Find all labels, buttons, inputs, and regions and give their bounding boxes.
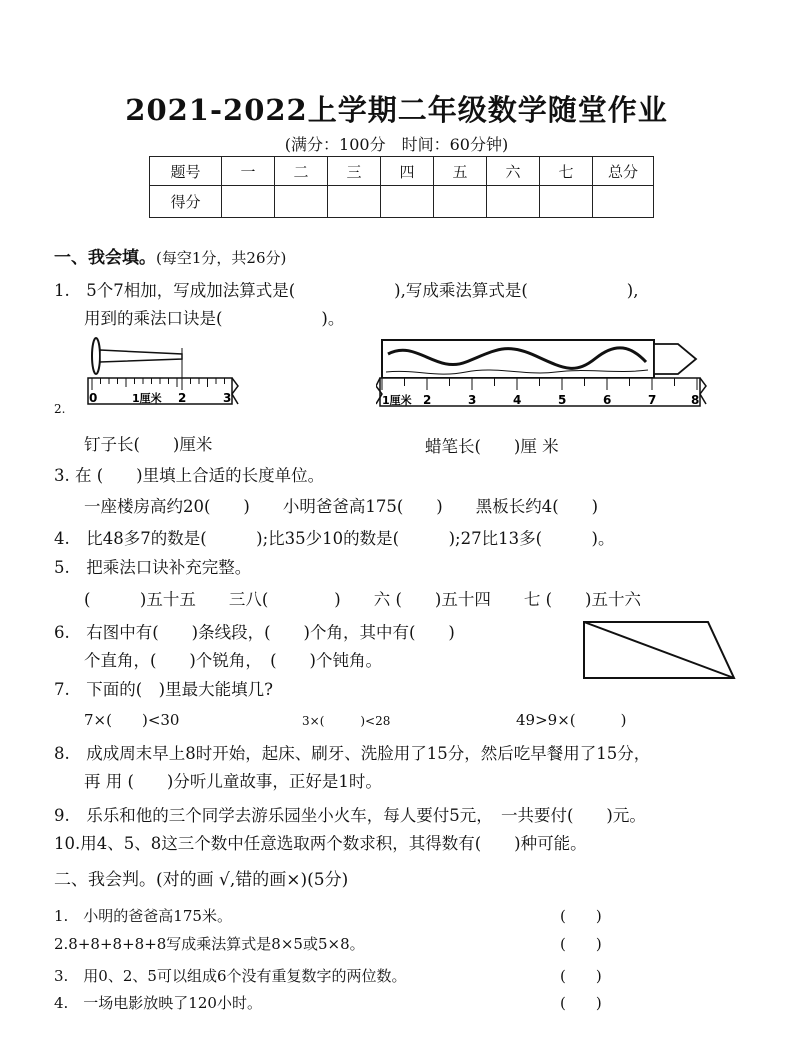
q2-nail-caption: 钉子长( )厘米 [84,435,213,454]
judge-item: 1. 小明的爸爸高175米。 [54,907,232,925]
score-cell[interactable] [487,186,540,218]
crayon-ruler-figure [376,334,716,414]
score-header-cell: 总分 [593,157,654,186]
judge-item: 4. 一场电影放映了120小时。 [54,994,262,1012]
score-cell[interactable] [381,186,434,218]
q2-crayon-caption: 蜡笔长( )厘 米 [425,437,559,456]
ruler1-label: 3 [223,391,232,405]
score-cell[interactable] [275,186,328,218]
ruler1-label: 1厘米 [132,392,162,405]
ruler2-label: 6 [603,393,612,407]
judge-blank[interactable]: ( ) [560,935,602,953]
section1-header [54,243,286,268]
score-header-cell: 七 [540,157,593,186]
q7-text: 7. 下面的( )里最大能填几? [54,680,273,699]
judge-blank[interactable]: ( ) [560,967,602,985]
ruler2-label: 4 [513,393,522,407]
page-subtitle: (满分：100分 时间：60分钟) [284,135,509,154]
section1-note: (每空1分，共26分) [156,249,287,267]
q5-items: ( )五十五 三八( ) 六 ( )五十四 七 ( )五十六 [84,590,641,609]
q6-line2: 个直角，( )个锐角， ( )个钝角。 [84,651,382,670]
ruler2-label: 5 [558,393,567,407]
q8-line1: 8. 成成周末早上8时开始，起床、刷牙、洗脸用了15分，然后吃早餐用了15分， [54,744,651,763]
ruler1-label: 2 [178,391,187,405]
ruler-2 [376,378,706,407]
section1-heading: 一、我会填。 [54,248,156,268]
score-cell[interactable] [540,186,593,218]
score-row-label: 得分 [150,186,222,218]
score-table [149,156,654,218]
q3-text: 3. 在 ( )里填上合适的长度单位。 [54,466,325,485]
q5-text: 5. 把乘法口诀补充完整。 [54,558,252,577]
ruler2-label: 7 [648,393,657,407]
q3-items: 一座楼房高约20( ) 小明爸爸高175( ) 黑板长约4( ) [84,497,599,516]
score-header-cell: 二 [275,157,328,186]
ruler2-label: 3 [468,393,477,407]
q1-line1: 1. 5个7相加，写成加法算式是( ),写成乘法算式是( ), [54,281,639,300]
ruler2-label: 2 [423,393,432,407]
section2-heading: 二、我会判。(对的画 √,错的画×)(5分) [54,870,349,890]
trapezoid-figure [580,618,740,682]
score-header-cell: 五 [434,157,487,186]
q7-item-b: 3×( )<28 [302,714,391,728]
score-header-cell: 三 [328,157,381,186]
crayon-icon [382,340,696,378]
q7-item-c: 49>9×( ) [516,711,627,729]
score-header-cell: 四 [381,157,434,186]
nail-icon [92,338,182,380]
judge-item: 2.8+8+8+8+8写成乘法算式是8×5或5×8。 [54,935,365,953]
judge-blank[interactable]: ( ) [560,994,602,1012]
nail-ruler-figure [84,334,244,414]
q6-line1: 6. 右图中有( )条线段，( )个角，其中有( ) [54,623,455,642]
page-title: 2021-2022上学期二年级数学随堂作业 [125,93,668,127]
ruler1-label: 0 [89,391,98,405]
ruler2-label: 1厘米 [382,394,412,407]
score-header-cell: 题号 [150,157,222,186]
judge-item: 3. 用0、2、5可以组成6个没有重复数字的两位数。 [54,967,407,985]
q4-text: 4. 比48多7的数是( );比35少10的数是( );27比13多( )。 [54,529,615,548]
score-cell[interactable] [593,186,654,218]
q10-text: 10.用4、5、8这三个数中任意选取两个数求积，其得数有( )种可能。 [54,834,587,853]
q7-item-a: 7×( )<30 [84,711,180,729]
q2-number: 2. [54,402,66,416]
score-cell[interactable] [434,186,487,218]
q1-line2: 用到的乘法口诀是( )。 [84,309,345,328]
ruler2-label: 8 [691,393,700,407]
score-cell[interactable] [328,186,381,218]
score-header-cell: 一 [222,157,275,186]
q9-text: 9. 乐乐和他的三个同学去游乐园坐小火车，每人要付5元， 一共要付( )元。 [54,806,646,825]
q8-line2: 再 用 ( )分听儿童故事，正好是1时。 [84,772,382,791]
ruler-1 [88,378,238,405]
score-cell[interactable] [222,186,275,218]
score-header-cell: 六 [487,157,540,186]
judge-blank[interactable]: ( ) [560,907,602,925]
